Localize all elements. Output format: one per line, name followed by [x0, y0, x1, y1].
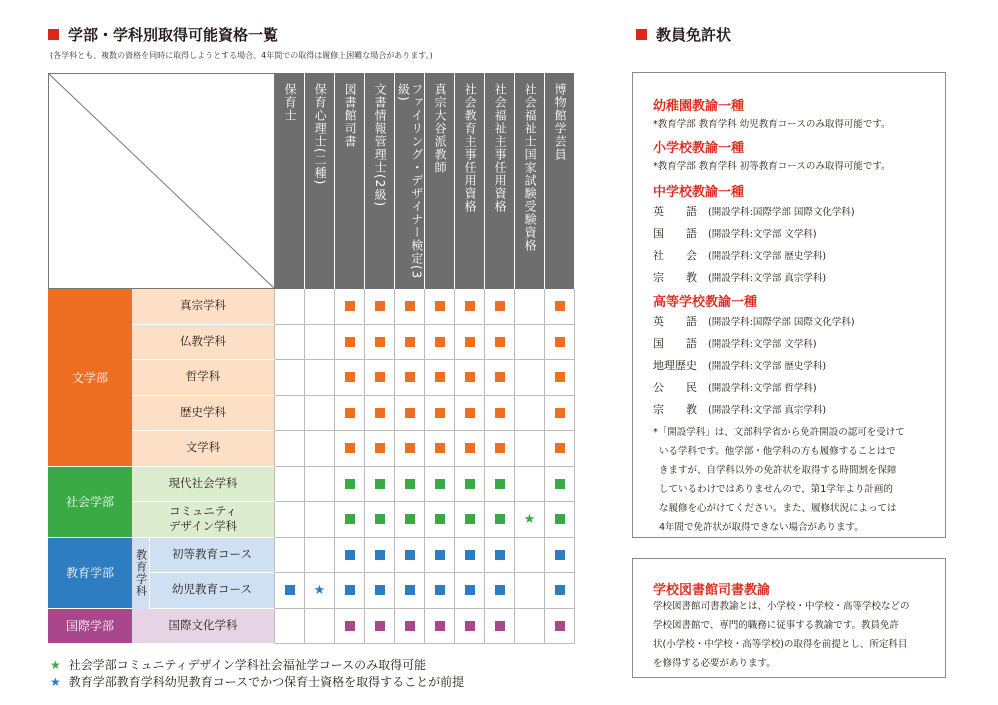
librarian-description-line: 学校図書館で、専門的職務に従事する教諭です。教員免許 — [653, 620, 900, 631]
table-cell — [545, 467, 575, 503]
column-header-label: 保育心理士(二種) — [313, 83, 328, 186]
legend-item-blue — [50, 673, 464, 690]
table-cell — [425, 431, 455, 467]
department-row-label: コミュニティ デザイン学科 — [132, 502, 275, 538]
subject-name: 宗 教 — [653, 403, 697, 416]
department-row-label: 歴史学科 — [132, 396, 275, 432]
table-cell — [275, 502, 305, 538]
table-cell — [365, 538, 395, 574]
table-cell — [305, 502, 335, 538]
available-mark-icon — [345, 408, 355, 418]
available-mark-icon — [495, 301, 505, 311]
license-subject-row — [653, 357, 826, 373]
available-mark-icon — [375, 372, 385, 382]
available-mark-icon — [345, 443, 355, 453]
column-header — [425, 73, 455, 289]
table-cell — [545, 289, 575, 325]
table-cell — [515, 538, 545, 574]
table-cell — [305, 360, 335, 396]
available-mark-icon — [345, 479, 355, 489]
license-footnote-line: しているわけではありませんので、第1学年より計画的 — [659, 484, 893, 495]
table-cell — [275, 573, 305, 609]
legend-text-blue: 教育学部教育学科幼児教育コースでかつ保育士資格を取得することが前提 — [68, 675, 465, 689]
green-star-icon: ★ — [50, 657, 61, 672]
available-mark-icon — [435, 585, 445, 595]
table-cell — [335, 502, 365, 538]
column-header-label: 社会教育主事任用資格 — [463, 83, 478, 213]
available-mark-icon — [405, 443, 415, 453]
table-cell — [545, 431, 575, 467]
column-header — [485, 73, 515, 289]
available-mark-icon — [345, 372, 355, 382]
available-mark-icon — [555, 550, 565, 560]
table-cell — [335, 538, 365, 574]
table-cell — [395, 431, 425, 467]
table-cell — [365, 502, 395, 538]
subject-name: 公 民 — [653, 381, 697, 394]
table-cell — [425, 325, 455, 361]
available-mark-icon — [465, 514, 475, 524]
table-cell — [395, 573, 425, 609]
librarian-description-line: を修得する必要があります。 — [653, 658, 776, 669]
available-mark-icon — [495, 514, 505, 524]
high-school-title: 高等学校教諭一種 — [653, 295, 758, 310]
table-cell — [425, 573, 455, 609]
table-cell — [515, 502, 545, 538]
column-header-label: 図書館司書 — [343, 83, 358, 148]
table-cell — [485, 573, 515, 609]
available-mark-icon — [495, 443, 505, 453]
column-header-label: 博物館学芸員 — [553, 83, 568, 161]
table-cell — [275, 609, 305, 645]
table-cell — [515, 431, 545, 467]
table-cell — [515, 289, 545, 325]
table-cell — [365, 289, 395, 325]
table-cell — [545, 360, 575, 396]
table-cell — [515, 396, 545, 432]
table-cell — [455, 538, 485, 574]
qualifications-heading — [48, 24, 278, 45]
available-mark-icon — [405, 514, 415, 524]
table-cell — [485, 538, 515, 574]
available-mark-icon — [495, 585, 505, 595]
column-header-label: 文書情報管理士(2級) — [373, 83, 388, 207]
blue-star-icon: ★ — [50, 674, 61, 689]
license-subject-row — [653, 379, 817, 395]
available-mark-icon — [555, 372, 565, 382]
available-mark-icon — [555, 621, 565, 631]
table-cell — [515, 609, 545, 645]
elementary-note: *教育学部 教育学科 初等教育コースのみ取得可能です。 — [653, 161, 891, 172]
available-mark-icon — [375, 479, 385, 489]
available-mark-icon — [285, 585, 295, 595]
license-footnote-line: いる学科です。他学部・他学科の方も履修することはで — [659, 446, 896, 457]
faculty-label: 社会学部 — [48, 467, 132, 538]
license-subject-row — [653, 269, 826, 285]
column-header — [515, 73, 545, 289]
librarian-title: 学校図書館司書教諭 — [653, 583, 771, 598]
license-footnote-line: 4年間で免許状が取得できない場合があります。 — [659, 522, 864, 533]
available-mark-icon — [495, 337, 505, 347]
table-cell — [395, 502, 425, 538]
available-mark-icon — [435, 408, 445, 418]
offering-department: (開設学科:文学部 歴史学科) — [708, 251, 827, 262]
table-cell — [275, 289, 305, 325]
heading-square-icon — [48, 29, 59, 40]
offering-department: (開設学科:国際学部 国際文化学科) — [708, 207, 855, 218]
table-cell — [455, 360, 485, 396]
table-cell — [395, 538, 425, 574]
table-cell — [515, 360, 545, 396]
table-cell — [395, 396, 425, 432]
available-mark-icon — [375, 585, 385, 595]
table-cell — [305, 538, 335, 574]
subject-name: 地理歴史 — [653, 359, 697, 372]
table-cell — [425, 467, 455, 503]
column-header — [305, 73, 335, 289]
table-cell — [515, 573, 545, 609]
table-cell — [335, 609, 365, 645]
table-cell — [485, 289, 515, 325]
table-cell — [275, 360, 305, 396]
heading-square-icon — [636, 29, 647, 40]
table-cell — [455, 325, 485, 361]
teacher-license-heading — [636, 24, 731, 45]
table-cell — [335, 289, 365, 325]
faculty-label: 国際学部 — [48, 609, 132, 645]
table-cell — [425, 538, 455, 574]
available-mark-icon — [405, 585, 415, 595]
license-footnote-line: な履修を心がけてください。また、履修状況によっては — [659, 503, 897, 514]
available-mark-icon — [345, 301, 355, 311]
table-cell — [485, 396, 515, 432]
table-cell — [455, 573, 485, 609]
available-mark-icon — [495, 408, 505, 418]
table-cell — [455, 431, 485, 467]
available-mark-icon — [555, 408, 565, 418]
available-mark-icon — [405, 621, 415, 631]
available-mark-icon — [375, 301, 385, 311]
column-header — [365, 73, 395, 289]
available-mark-icon — [435, 301, 445, 311]
available-mark-icon — [375, 621, 385, 631]
offering-department: (開設学科:国際学部 国際文化学科) — [708, 317, 855, 328]
available-mark-icon — [375, 408, 385, 418]
offering-department: (開設学科:文学部 歴史学科) — [708, 361, 827, 372]
table-cell — [485, 325, 515, 361]
table-cell — [425, 360, 455, 396]
available-mark-icon — [405, 301, 415, 311]
table-corner-cell — [48, 73, 275, 289]
available-mark-icon — [435, 514, 445, 524]
table-cell — [365, 609, 395, 645]
subject-name: 宗 教 — [653, 271, 697, 284]
table-cell — [335, 573, 365, 609]
table-cell — [545, 609, 575, 645]
department-row-label: 国際文化学科 — [132, 609, 275, 645]
teacher-license-heading-text: 教員免許状 — [656, 26, 732, 44]
available-mark-icon — [465, 443, 475, 453]
available-mark-icon — [465, 337, 475, 347]
table-cell — [365, 431, 395, 467]
table-cell — [335, 360, 365, 396]
table-cell — [365, 360, 395, 396]
available-mark-icon — [375, 443, 385, 453]
junior-high-title: 中学校教諭一種 — [653, 185, 745, 200]
column-header — [275, 73, 305, 289]
department-row-label: 哲学科 — [132, 360, 275, 396]
available-mark-icon — [405, 372, 415, 382]
column-header-label: 社会福祉主事任用資格 — [493, 83, 508, 213]
table-cell — [515, 325, 545, 361]
faculty-label: 教育学部 — [48, 538, 132, 609]
faculty-label: 文学部 — [48, 289, 132, 467]
available-mark-icon — [465, 301, 475, 311]
table-cell — [365, 396, 395, 432]
table-cell — [485, 609, 515, 645]
available-mark-icon — [465, 621, 475, 631]
available-mark-icon — [435, 443, 445, 453]
table-cell — [395, 467, 425, 503]
subject-name: 英 語 — [653, 205, 697, 218]
column-header — [455, 73, 485, 289]
conditional-star-icon: ★ — [523, 511, 536, 527]
department-row-label: 初等教育コース — [150, 538, 275, 574]
subject-name: 国 語 — [653, 337, 697, 350]
qualifications-heading-text: 学部・学科別取得可能資格一覧 — [68, 26, 279, 44]
available-mark-icon — [405, 550, 415, 560]
available-mark-icon — [435, 372, 445, 382]
table-cell — [305, 289, 335, 325]
license-footnote-line: *「開設学科」は、文部科学省から免許開設の認可を受けて — [653, 427, 905, 438]
table-cell — [275, 467, 305, 503]
table-cell — [305, 573, 335, 609]
conditional-star-icon: ★ — [313, 582, 326, 598]
table-cell — [545, 325, 575, 361]
table-cell — [485, 467, 515, 503]
table-cell — [275, 538, 305, 574]
kindergarten-note: *教育学部 教育学科 幼児教育コースのみ取得可能です。 — [653, 119, 891, 130]
table-cell — [545, 538, 575, 574]
column-header-label: 社会福祉士国家試験受験資格 — [523, 83, 538, 252]
available-mark-icon — [495, 550, 505, 560]
table-cell — [305, 325, 335, 361]
available-mark-icon — [345, 550, 355, 560]
table-cell — [305, 467, 335, 503]
available-mark-icon — [405, 408, 415, 418]
librarian-description-line: 学校図書館司書教諭とは、小学校・中学校・高等学校などの — [653, 601, 910, 612]
table-cell — [455, 467, 485, 503]
license-subject-row — [653, 401, 826, 417]
available-mark-icon — [495, 372, 505, 382]
available-mark-icon — [555, 479, 565, 489]
librarian-box — [632, 558, 946, 678]
license-subject-row — [653, 335, 817, 351]
column-header-label: 真宗大谷派教師 — [433, 83, 448, 174]
table-cell — [455, 396, 485, 432]
column-header — [395, 73, 425, 289]
table-cell — [305, 609, 335, 645]
table-cell — [455, 609, 485, 645]
table-cell — [545, 573, 575, 609]
license-subject-row — [653, 247, 826, 263]
table-cell — [275, 396, 305, 432]
available-mark-icon — [345, 585, 355, 595]
available-mark-icon — [345, 514, 355, 524]
table-cell — [365, 325, 395, 361]
table-cell — [335, 431, 365, 467]
table-cell — [485, 360, 515, 396]
department-label-text: 教育学科 — [134, 549, 148, 597]
available-mark-icon — [555, 585, 565, 595]
offering-department: (開設学科:文学部 文学科) — [708, 339, 817, 350]
available-mark-icon — [405, 337, 415, 347]
license-subject-row — [653, 203, 855, 219]
table-cell — [455, 289, 485, 325]
available-mark-icon — [375, 514, 385, 524]
table-cell — [425, 289, 455, 325]
table-cell — [545, 396, 575, 432]
librarian-description-line: 状(小学校・中学校・高等学校)の取得を前提とし、所定科目 — [653, 639, 908, 650]
available-mark-icon — [375, 337, 385, 347]
table-cell — [305, 396, 335, 432]
column-header — [335, 73, 365, 289]
table-cell — [395, 289, 425, 325]
available-mark-icon — [405, 479, 415, 489]
department-row-label: 文学科 — [132, 431, 275, 467]
legend-text-green: 社会学部コミュニティデザイン学科社会福祉学コースのみ取得可能 — [68, 658, 427, 672]
license-footnote-line: きますが、自学科以外の免許状を取得する時間割を保障 — [659, 465, 897, 476]
department-row-label: 真宗学科 — [132, 289, 275, 325]
department-label — [132, 538, 150, 609]
table-cell — [395, 609, 425, 645]
subject-name: 英 語 — [653, 315, 697, 328]
table-cell — [485, 502, 515, 538]
table-cell — [485, 431, 515, 467]
available-mark-icon — [555, 337, 565, 347]
license-subject-row — [653, 313, 855, 329]
offering-department: (開設学科:文学部 文学科) — [708, 229, 817, 240]
table-cell — [425, 609, 455, 645]
table-cell — [515, 467, 545, 503]
table-cell — [335, 396, 365, 432]
table-cell — [275, 325, 305, 361]
available-mark-icon — [345, 621, 355, 631]
available-mark-icon — [435, 337, 445, 347]
table-cell — [335, 325, 365, 361]
available-mark-icon — [555, 514, 565, 524]
available-mark-icon — [465, 408, 475, 418]
table-cell — [425, 502, 455, 538]
elementary-title: 小学校教諭一種 — [653, 141, 745, 156]
column-header-label: 保育士 — [283, 83, 298, 122]
kindergarten-title: 幼稚園教諭一種 — [653, 99, 745, 114]
department-row-label: 幼児教育コース — [150, 573, 275, 609]
table-cell — [335, 467, 365, 503]
license-box — [632, 72, 946, 538]
available-mark-icon — [435, 550, 445, 560]
license-subject-row — [653, 225, 817, 241]
department-row-label: 仏教学科 — [132, 325, 275, 361]
available-mark-icon — [555, 443, 565, 453]
table-cell — [395, 325, 425, 361]
table-cell — [275, 431, 305, 467]
offering-department: (開設学科:文学部 真宗学科) — [708, 405, 827, 416]
offering-department: (開設学科:文学部 真宗学科) — [708, 273, 827, 284]
available-mark-icon — [555, 301, 565, 311]
table-cell — [365, 573, 395, 609]
table-note: (各学科とも、複数の資格を同時に取得しようとする場合、4年間での取得は履修上困難な場合があります。) — [50, 51, 433, 60]
available-mark-icon — [495, 621, 505, 631]
available-mark-icon — [465, 372, 475, 382]
available-mark-icon — [345, 337, 355, 347]
available-mark-icon — [375, 550, 385, 560]
table-cell — [305, 431, 335, 467]
table-cell — [425, 396, 455, 432]
available-mark-icon — [465, 479, 475, 489]
table-cell — [365, 467, 395, 503]
table-cell — [455, 502, 485, 538]
column-header — [545, 73, 575, 289]
available-mark-icon — [465, 550, 475, 560]
legend-item-green — [50, 656, 426, 673]
subject-name: 社 会 — [653, 249, 697, 262]
available-mark-icon — [495, 479, 505, 489]
available-mark-icon — [465, 585, 475, 595]
table-cell — [545, 502, 575, 538]
column-header-label: ファイリング・デザイナー検定(3級) — [396, 83, 424, 280]
available-mark-icon — [435, 621, 445, 631]
available-mark-icon — [435, 479, 445, 489]
table-cell — [395, 360, 425, 396]
offering-department: (開設学科:文学部 哲学科) — [708, 383, 817, 394]
subject-name: 国 語 — [653, 227, 697, 240]
department-row-label: 現代社会学科 — [132, 467, 275, 503]
